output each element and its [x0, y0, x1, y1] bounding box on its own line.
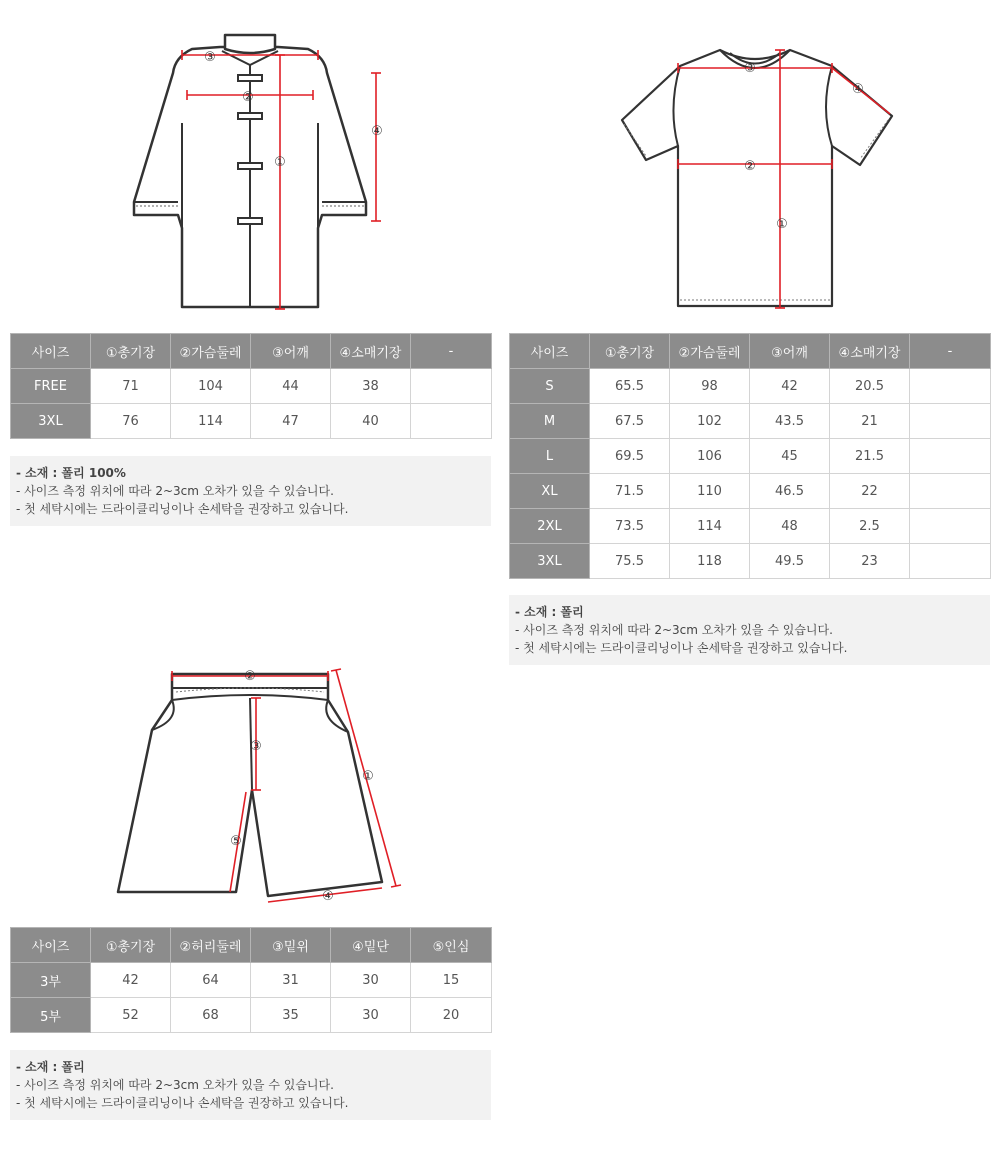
table-cell: 20	[411, 998, 492, 1033]
tshirt-diagram	[610, 38, 910, 323]
table-cell	[910, 474, 991, 509]
table-header: ①총기장	[91, 334, 171, 369]
table-cell: 104	[171, 369, 251, 404]
table-cell: 73.5	[590, 509, 670, 544]
table-cell: 23	[830, 544, 910, 579]
table-cell	[910, 544, 991, 579]
table-header: 사이즈	[510, 334, 590, 369]
table-cell: 67.5	[590, 404, 670, 439]
size-label: L	[510, 439, 590, 474]
table-cell: 71	[91, 369, 171, 404]
table-row	[11, 369, 492, 404]
shorts-marker-1: ①	[362, 769, 374, 784]
table-header: ⑤인심	[411, 928, 492, 963]
table-header: -	[910, 334, 991, 369]
material-note: - 소재 : 폴리	[16, 1060, 85, 1074]
table-cell	[910, 404, 991, 439]
table-cell: 98	[670, 369, 750, 404]
material-note: - 소재 : 폴리	[515, 605, 584, 619]
shorts-diagram	[110, 660, 420, 910]
table-cell: 46.5	[750, 474, 830, 509]
table-cell: 47	[251, 404, 331, 439]
table-cell: 21	[830, 404, 910, 439]
shorts-marker-3: ③	[250, 739, 262, 754]
wash-note: - 첫 세탁시에는 드라이클리닝이나 손세탁을 권장하고 있습니다.	[515, 641, 848, 655]
material-note: - 소재 : 폴리 100%	[16, 466, 126, 480]
table-cell: 42	[750, 369, 830, 404]
table-header: -	[411, 334, 492, 369]
table-cell: 52	[91, 998, 171, 1033]
tshirt-size-table	[509, 333, 991, 579]
table-cell: 65.5	[590, 369, 670, 404]
table-cell	[411, 404, 492, 439]
shorts-marker-5: ⑤	[230, 834, 242, 849]
table-header: ③어깨	[251, 334, 331, 369]
jacket-marker-1: ①	[274, 155, 286, 170]
table-row	[510, 544, 991, 579]
table-cell: 114	[171, 404, 251, 439]
table-cell: 20.5	[830, 369, 910, 404]
table-cell: 114	[670, 509, 750, 544]
measure-note: - 사이즈 측정 위치에 따라 2~3cm 오차가 있을 수 있습니다.	[16, 484, 334, 498]
tshirt-marker-4: ④	[852, 82, 864, 97]
table-header: 사이즈	[11, 334, 91, 369]
table-cell: 35	[251, 998, 331, 1033]
table-row	[11, 998, 492, 1033]
table-cell: 30	[331, 998, 411, 1033]
table-cell: 15	[411, 963, 492, 998]
table-header-row	[11, 928, 492, 963]
table-cell: 76	[91, 404, 171, 439]
table-header: ①총기장	[590, 334, 670, 369]
table-header: ④소매기장	[331, 334, 411, 369]
shorts-marker-4: ④	[322, 889, 334, 904]
jacket-diagram	[120, 25, 400, 320]
size-label: XL	[510, 474, 590, 509]
table-cell: 48	[750, 509, 830, 544]
table-header: ④밑단	[331, 928, 411, 963]
size-label: S	[510, 369, 590, 404]
measure-note: - 사이즈 측정 위치에 따라 2~3cm 오차가 있을 수 있습니다.	[16, 1078, 334, 1092]
table-cell	[910, 369, 991, 404]
table-cell	[910, 439, 991, 474]
table-row	[510, 404, 991, 439]
jacket-size-table	[10, 333, 492, 439]
size-label: 2XL	[510, 509, 590, 544]
table-cell: 42	[91, 963, 171, 998]
shorts-marker-2: ②	[244, 669, 256, 684]
table-cell: 69.5	[590, 439, 670, 474]
table-cell	[910, 509, 991, 544]
jacket-marker-2: ②	[242, 90, 254, 105]
table-cell: 102	[670, 404, 750, 439]
size-label: 3XL	[510, 544, 590, 579]
size-label: FREE	[11, 369, 91, 404]
shorts-notes	[10, 1050, 491, 1120]
tshirt-marker-3: ③	[744, 61, 756, 76]
size-label: 3부	[11, 963, 91, 998]
table-cell: 44	[251, 369, 331, 404]
table-cell: 38	[331, 369, 411, 404]
table-cell: 2.5	[830, 509, 910, 544]
table-header: ①총기장	[91, 928, 171, 963]
tshirt-marker-1: ①	[776, 217, 788, 232]
table-cell: 106	[670, 439, 750, 474]
table-cell: 21.5	[830, 439, 910, 474]
table-cell: 75.5	[590, 544, 670, 579]
measure-note: - 사이즈 측정 위치에 따라 2~3cm 오차가 있을 수 있습니다.	[515, 623, 833, 637]
table-cell: 43.5	[750, 404, 830, 439]
wash-note: - 첫 세탁시에는 드라이클리닝이나 손세탁을 권장하고 있습니다.	[16, 1096, 349, 1110]
table-cell: 31	[251, 963, 331, 998]
table-cell: 30	[331, 963, 411, 998]
size-label: M	[510, 404, 590, 439]
table-cell: 71.5	[590, 474, 670, 509]
table-cell: 64	[171, 963, 251, 998]
jacket-marker-3: ③	[204, 50, 216, 65]
size-label: 3XL	[11, 404, 91, 439]
table-cell: 110	[670, 474, 750, 509]
table-cell	[411, 369, 492, 404]
tshirt-marker-2: ②	[744, 159, 756, 174]
table-cell: 49.5	[750, 544, 830, 579]
table-header-row	[11, 334, 492, 369]
table-header: ③어깨	[750, 334, 830, 369]
table-row	[510, 439, 991, 474]
tshirt-notes	[509, 595, 990, 665]
table-cell: 22	[830, 474, 910, 509]
table-cell: 68	[171, 998, 251, 1033]
table-cell: 45	[750, 439, 830, 474]
table-header: ②가슴둘레	[171, 334, 251, 369]
size-label: 5부	[11, 998, 91, 1033]
wash-note: - 첫 세탁시에는 드라이클리닝이나 손세탁을 권장하고 있습니다.	[16, 502, 349, 516]
shorts-size-table	[10, 927, 492, 1033]
table-header: ②허리둘레	[171, 928, 251, 963]
table-header-row	[510, 334, 991, 369]
table-cell: 40	[331, 404, 411, 439]
jacket-marker-4: ④	[371, 124, 383, 139]
table-row	[510, 509, 991, 544]
table-header: ④소매기장	[830, 334, 910, 369]
table-header: 사이즈	[11, 928, 91, 963]
table-row	[11, 963, 492, 998]
jacket-notes	[10, 456, 491, 526]
table-header: ②가슴둘레	[670, 334, 750, 369]
table-header: ③밑위	[251, 928, 331, 963]
table-cell: 118	[670, 544, 750, 579]
table-row	[11, 404, 492, 439]
table-row	[510, 474, 991, 509]
table-row	[510, 369, 991, 404]
